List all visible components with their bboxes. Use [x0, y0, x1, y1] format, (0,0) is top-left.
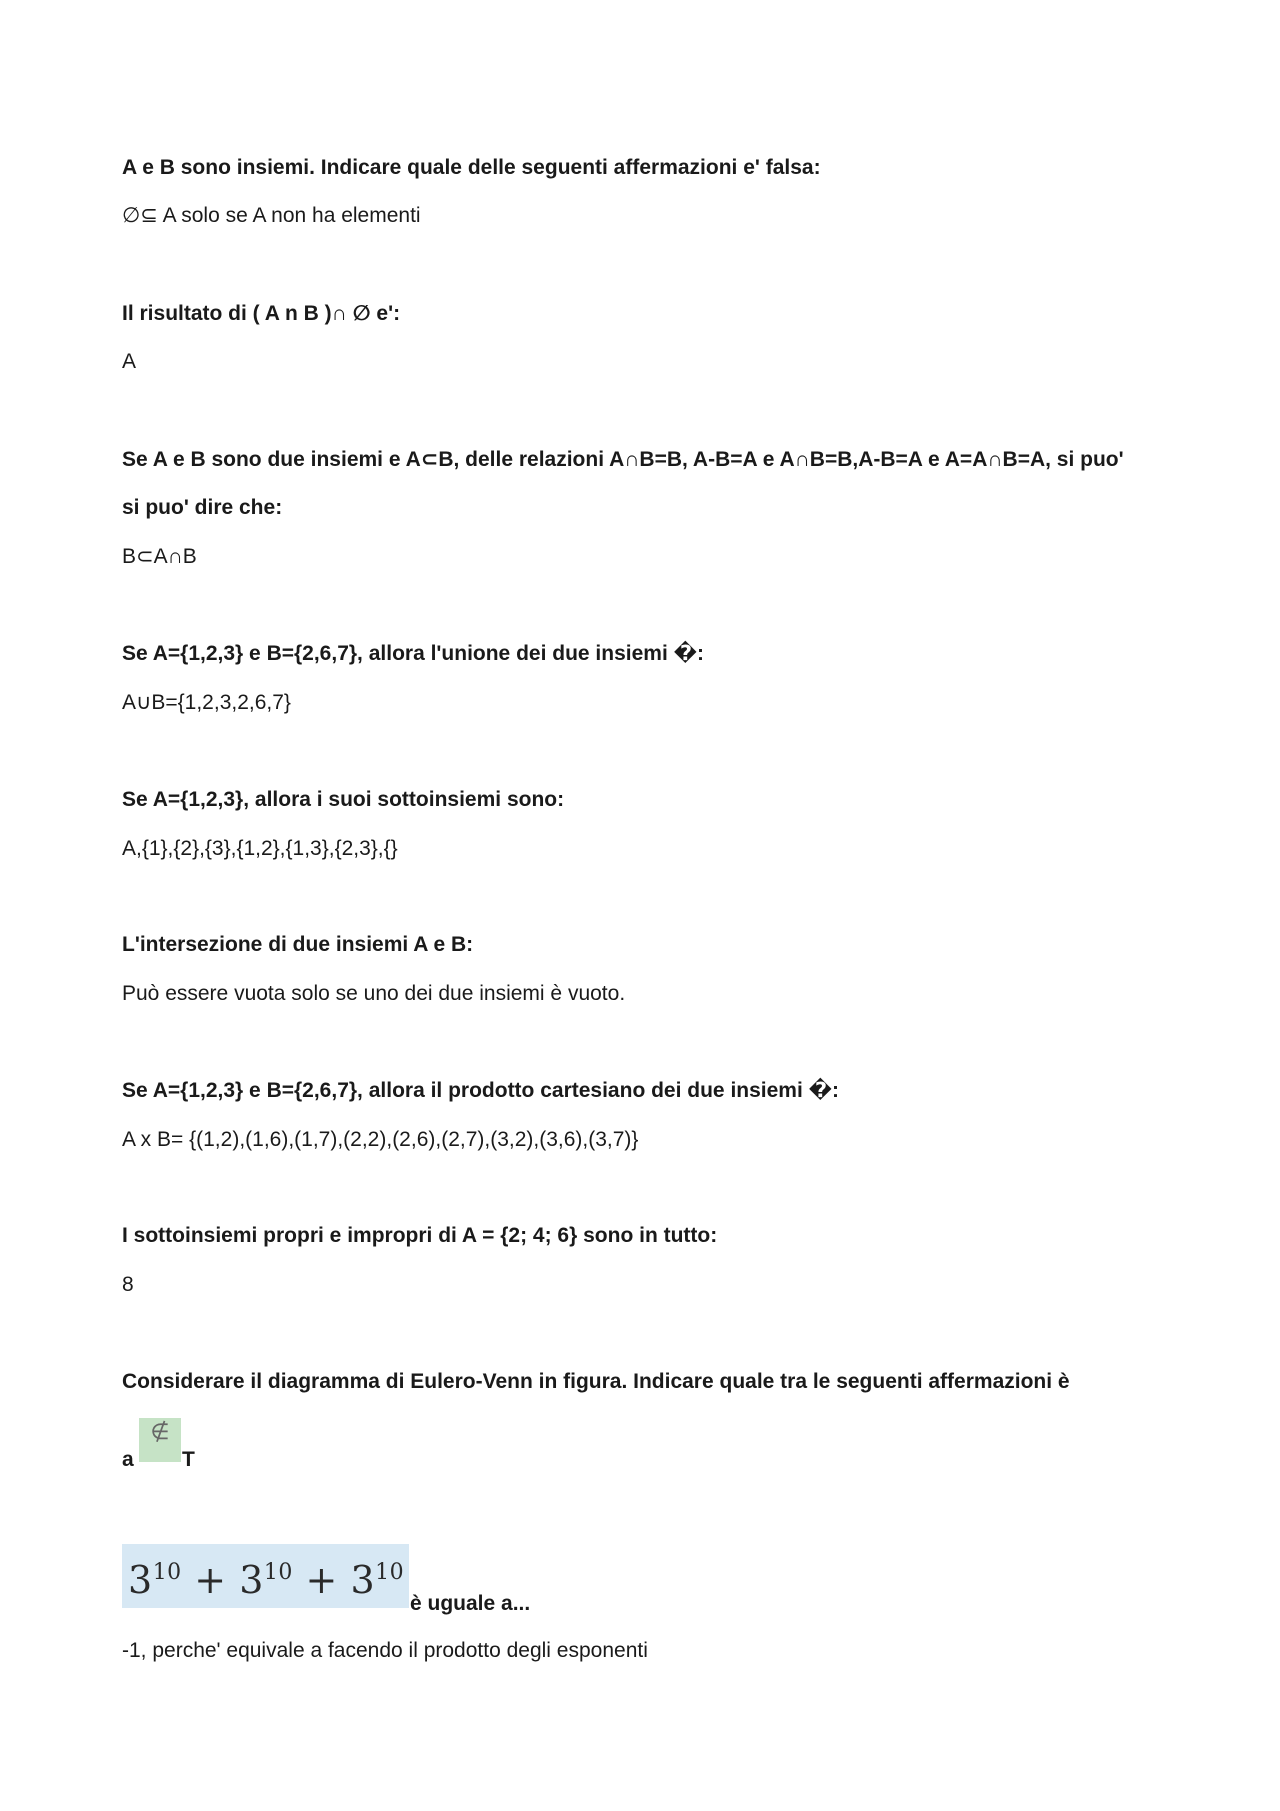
answer-5: A,{1},{2},{3},{1,2},{1,3},{2,3},{} — [122, 837, 398, 860]
answer-1: ∅⊆ A solo se A non ha elementi — [122, 204, 421, 227]
question-1: A e B sono insiemi. Indicare quale delle seguenti affermazioni e' falsa: — [122, 156, 821, 179]
power-base-1: 3 — [128, 1558, 153, 1602]
plus-sign-1: + — [194, 1558, 227, 1602]
not-element-of-image: ∉ — [139, 1418, 181, 1462]
question-5: Se A={1,2,3}, allora i suoi sottoinsiemi sono: — [122, 788, 565, 811]
question-4: Se A={1,2,3} e B={2,6,7}, allora l'unione dei due insiemi �: — [122, 642, 704, 665]
power-exp-2: 10 — [263, 1560, 293, 1585]
question-8: I sottoinsiemi propri e impropri di A = {2; 4; 6} sono in tutto: — [122, 1224, 718, 1247]
power-exp-1: 10 — [152, 1560, 182, 1585]
power-question-suffix: è uguale a... — [410, 1592, 531, 1615]
answer-6: Può essere vuota solo se uno dei due insiemi è vuoto. — [122, 982, 626, 1005]
question-2: Il risultato di ( A n B )∩ ∅ e': — [122, 302, 401, 325]
answer-7: A x B= {(1,2),(1,6),(1,7),(2,2),(2,6),(2,7),(3,2),(3,6),(3,7)} — [122, 1128, 639, 1151]
answer-3: B⊂A∩B — [122, 545, 197, 568]
question-7: Se A={1,2,3} e B={2,6,7}, allora il prodotto cartesiano dei due insiemi �: — [122, 1079, 840, 1102]
question-3-continued: si puo' dire che: — [122, 496, 283, 519]
answer-2: A — [122, 350, 137, 373]
power-answer: -1, perche' equivale a facendo il prodotto degli esponenti — [122, 1639, 648, 1662]
venn-left-label: a — [122, 1448, 134, 1471]
answer-8: 8 — [122, 1273, 134, 1296]
power-base-2: 3 — [239, 1558, 264, 1602]
power-sum-image — [122, 1544, 409, 1608]
question-9: Considerare il diagramma di Eulero-Venn in figura. Indicare quale tra le seguenti affermazioni è — [122, 1370, 1070, 1393]
answer-4: A∪B={1,2,3,2,6,7} — [122, 691, 291, 714]
venn-right-label: T — [182, 1448, 195, 1471]
plus-sign-2: + — [305, 1558, 338, 1602]
question-6: L'intersezione di due insiemi A e B: — [122, 933, 474, 956]
question-3: Se A e B sono due insiemi e A⊂B, delle relazioni A∩B=B, A-B=A e A∩B=B,A-B=A e A=A∩B=A, si puo' — [122, 448, 1124, 471]
power-base-3: 3 — [350, 1558, 376, 1602]
power-exp-3: 10 — [375, 1560, 405, 1585]
